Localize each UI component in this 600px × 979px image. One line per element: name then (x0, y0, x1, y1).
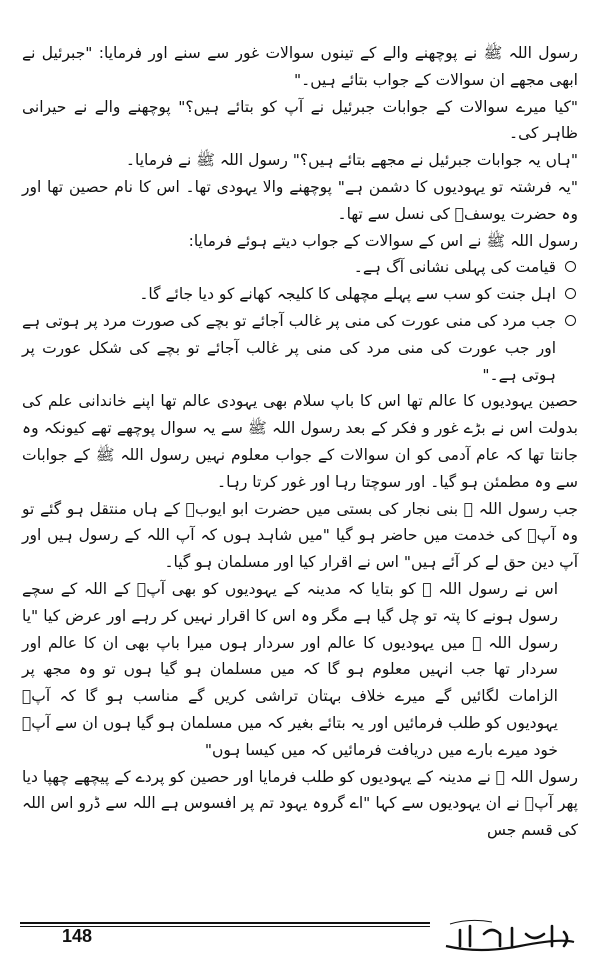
bullet-item (22, 281, 578, 308)
bullet-item (22, 308, 578, 388)
publisher-logo-icon (440, 916, 580, 958)
paragraph: رسول اللہ ﷺ نے پوچھنے والے کے تینوں سوالات غور سے سنے اور فرمایا: "جبرئیل نے ابھی مجھے ان سوالات کے جواب بتائے ہیں۔" (22, 44, 578, 89)
paragraph: "کیا میرے سوالات کے جوابات جبرئیل نے آپ کو بتائے ہیں؟" پوچھنے والے نے حیرانی ظاہر کی۔ (22, 97, 578, 143)
paragraph: جب رسول اللہ ﷺ بنی نجار کی بستی میں حضرت ابو ایوبؓ کے ہاں منتقل ہو گئے تو وہ آپؐ کی خدمت میں حاضر ہو گیا "میں شاہد ہوں کہ آپ اللہ کے رسول ہیں اور آپ دین حق لے کر آئے ہیں" اس نے اقرار کیا اور مسلمان ہو گیا۔ (22, 499, 578, 572)
circle-bullet-icon (565, 315, 576, 326)
paragraph: رسول اللہ ﷺ نے مدینہ کے یہودیوں کو طلب فرمایا اور حصین کو پردے کے پیچھے چھپا دیا پھر آپؐ نے ان یہودیوں سے کہا "اے گروہ یہود تم پر افسوس ہے اللہ سے ڈرو اس اللہ کی قسم جس (22, 767, 578, 840)
page-body (22, 40, 578, 919)
bullet-text: اہل جنت کو سب سے پہلے مچھلی کا کلیجہ کھانے کو دیا جائے گا۔ (139, 285, 556, 304)
bullet-text: جب مرد کی منی عورت کی منی پر غالب آجائے تو بچے کی صورت مرد پر ہوتی ہے اور جب عورت کی منی مرد کی منی پر غالب آجائے تو بچے کی شکل عورت پر ہوتی ہے۔" (22, 311, 556, 384)
circle-bullet-icon (565, 261, 576, 272)
paragraph: اس نے رسول اللہ ﷺ کو بتایا کہ مدینہ کے یہودیوں کو بھی آپؐ کے اللہ کے سچے رسول ہونے کا پتہ تو چل گیا ہے مگر وہ اس کا اقرار نہیں کر رہے اور عرض کیا "یا رسول اللہ ﷺ میں یہودیوں کا عالم اور سردار ہوں میرا باپ بھی ان کا عالم اور سردار تھا جب انہیں معلوم ہو گا کہ میں مسلمان ہو گیا ہوں تو وہ مجھ پر الزامات لگائیں گے میرے خلاف بہتان تراشی کریں گے مناسب ہو گا کہ آپؐ یہودیوں کو طلب فرمائیں اور یہ بتائے بغیر کہ میں مسلمان ہو گیا ہوں ان سے آپؐ خود میرے بارے میں دریافت فرمائیں کہ میں کیسا ہوں" (22, 579, 558, 759)
bullet-item (22, 254, 578, 281)
circle-bullet-icon (565, 288, 576, 299)
footer-rule (20, 922, 430, 924)
paragraph: "ہاں یہ جوابات جبرئیل نے مجھے بتائے ہیں؟" رسول اللہ ﷺ نے فرمایا۔ (125, 151, 578, 170)
paragraph: حصین یہودیوں کا عالم تھا اس کا باپ سلام بھی یہودی عالم تھا اپنے خاندانی علم کی بدولت اس نے بڑے غور و فکر کے بعد رسول اللہ ﷺ سے یہ سوال پوچھے تھے کیونکہ وہ جانتا تھا کہ عام آدمی کو ان سوالات کے جواب معلوم نہیں رسول اللہ ﷺ کے جوابات سے وہ مطمئن ہو گیا۔ اور سوچتا رہا اور غور کرتا رہا۔ (22, 392, 578, 491)
paragraph: "یہ فرشتہ تو یہودیوں کا دشمن ہے" پوچھنے والا یہودی تھا۔ اس کا نام حصین تھا اور وہ حضرت یوسفؑ کی نسل سے تھا۔ (22, 177, 578, 223)
page-footer (20, 922, 580, 956)
paragraph: رسول اللہ ﷺ نے اس کے سوالات کے جواب دیتے ہوئے فرمایا: (188, 231, 578, 250)
bullet-text: قیامت کی پہلی نشانی آگ ہے۔ (353, 258, 556, 277)
page-number: 148 (62, 926, 93, 946)
